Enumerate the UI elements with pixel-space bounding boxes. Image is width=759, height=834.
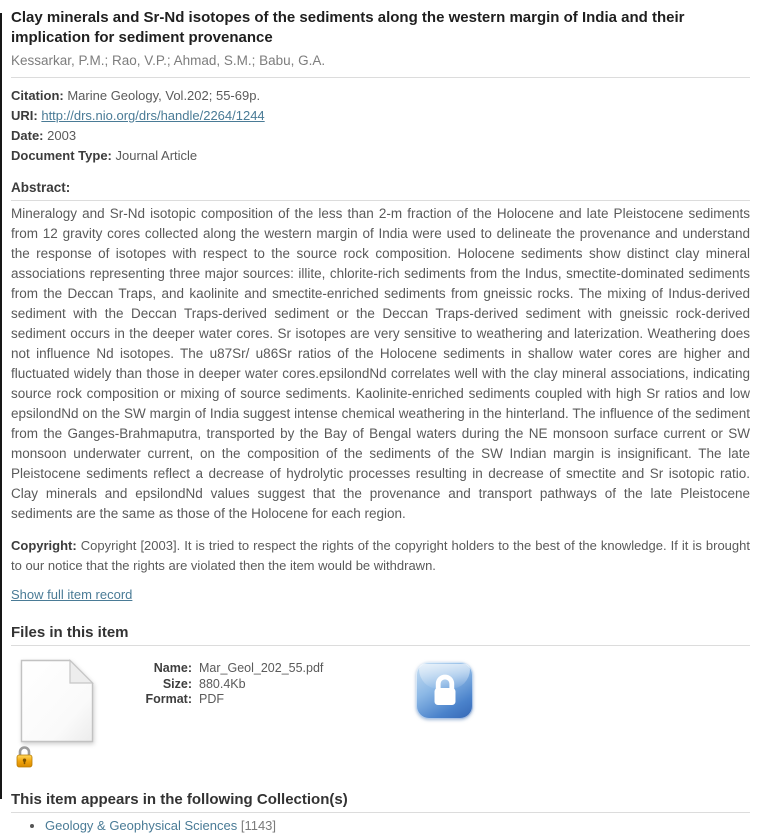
uri-row (11, 106, 750, 126)
metadata-block (11, 86, 750, 166)
abstract-heading: Abstract: (11, 180, 71, 195)
file-name-row (136, 661, 416, 677)
date-label: Date: (11, 128, 44, 143)
blank-document-icon (20, 659, 94, 743)
file-metadata (136, 659, 416, 708)
copyright-label: Copyright: (11, 538, 77, 553)
citation-label: Citation: (11, 88, 64, 103)
file-size-row (136, 677, 416, 693)
collection-item-count: [1143] (240, 818, 277, 833)
files-section-heading: Files in this item (11, 624, 129, 641)
file-format-value: PDF (199, 692, 224, 706)
file-lock-icon (15, 745, 34, 768)
page-left-border (0, 13, 2, 799)
file-name-label: Name: (153, 661, 192, 675)
uri-label: URI: (11, 108, 38, 123)
doctype-label: Document Type: (11, 148, 112, 163)
restricted-access-button[interactable] (416, 662, 473, 719)
file-size-value: 880.4Kb (199, 676, 246, 691)
item-record-page (0, 8, 759, 834)
citation-row (11, 86, 750, 106)
date-row (11, 126, 750, 146)
doctype-value: Journal Article (115, 148, 198, 163)
show-full-record-link[interactable]: Show full item record (11, 587, 133, 602)
collections-section-heading: This item appears in the following Collection(s) (11, 791, 348, 808)
collection-link[interactable]: Geology & Geophysical Sciences (45, 818, 238, 833)
copyright-text: Copyright [2003]. It is tried to respect the rights of the copyright holders to the best of the knowledge. If it is brought to our notice that the rights are violated then the item would be withdrawn. (11, 538, 750, 573)
file-name-value: Mar_Geol_202_55.pdf (199, 661, 324, 675)
white-padlock-icon (428, 673, 462, 709)
authors-line: Kessarkar, P.M.; Rao, V.P.; Ahmad, S.M.; Babu, G.A. (11, 53, 326, 68)
abstract-divider (11, 200, 750, 201)
header-divider (11, 77, 750, 78)
abstract-text: Mineralogy and Sr-Nd isotopic composition of the less than 2-m fraction of the Holocene and late Pleistocene sediments from 12 gravity cores collected along the western margin of India were used to delineate the provenance and understand the response of isotopes with respect to the source rock composition. Holocene sediments show distinct clay mineral associations representing three major sources: illite, chlorite-rich sediments from the Indus, smectite-dominated sediments from the Deccan Traps, and kaolinite and smectite-enriched sediments from gneissic rocks. The mixing of Indus-derived sediment with the Deccan Traps-derived sediment or the Deccan Traps-derived sediment with gneissic rock-derived sediment occurs in the deeper water cores. Sr isotopes are very sensitive to weathering and laterization. Weathering does not influence Nd isotopes. The u87Sr/ u86Sr ratios of the Holocene sediments in shallow water cores are higher and fluctuated widely than those in deeper water cores.epsilondNd correlates well with the clay mineral associations, indicating source rock composition or mixing of source sediments. Kaolinite-enriched sediments coupled with high Sr ratios and low epsilondNd on the SW margin of India suggest intense chemical weathering in the hinterland. The influence of the sediment from the Ganges-Brahmaputra, transported by the Bay of Bengal waters during the NE monsoon surface current or SW monsoon underwater current, on the composition of the sediments of the SW Indian margin is insignificant. The late Pleistocene sediments reflect a decrease of hydrolytic processes resulting in decrease of smectite and Sr isotopic ratio. Clay minerals and epsilondNd values suggest that the provenance and transport pathways of the late Pleistocene sediments are the same as those of the Holocene for each region. (11, 206, 750, 521)
page-title: Clay minerals and Sr-Nd isotopes of the sediments along the western margin of India and their implication for sediment provenance (11, 9, 685, 46)
file-format-label: Format: (145, 692, 192, 706)
files-section-divider (11, 645, 750, 646)
copyright-row (11, 536, 750, 576)
collections-list (11, 818, 750, 834)
citation-value: Marine Geology, Vol.202; 55-69p. (67, 88, 261, 103)
uri-link[interactable]: http://drs.nio.org/drs/handle/2264/1244 (41, 108, 265, 123)
file-icon-block (11, 659, 136, 771)
collections-section-divider (11, 812, 750, 813)
file-format-row (136, 692, 416, 708)
file-size-label: Size: (162, 676, 192, 691)
file-entry (11, 659, 750, 771)
doctype-row (11, 146, 750, 166)
collection-list-item (45, 818, 750, 834)
date-value: 2003 (47, 128, 77, 143)
